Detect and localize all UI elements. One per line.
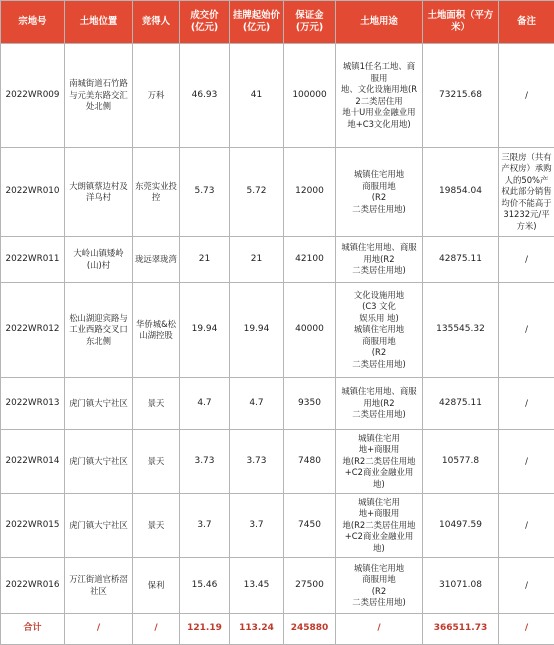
land-use-cell: 城镇住宅用地、商服用地(R2 二类居住用地) [336,378,423,430]
header-note: 备注 [499,1,554,44]
lot-id-cell: 2022WR015 [1,494,65,558]
location-cell: 虎门镇大宁社区 [65,494,133,558]
header-lot-id: 宗地号 [1,1,65,44]
winner-cell: 景天 [133,378,180,430]
area-cell: 19854.04 [423,148,499,237]
start-price-cell: 3.73 [230,430,284,494]
winner-cell: 万科 [133,44,180,148]
note-cell: / [499,237,554,283]
header-start-price: 挂牌起始价 (亿元) [230,1,284,44]
location-cell: 万江街道官桥滘社区 [65,558,133,614]
land-use-cell: 城镇住宅用地 商服用地 (R2 二类居住用地) [336,148,423,237]
header-row [1,1,554,44]
location-cell: 松山湖迎宾路与工业西路交叉口东北侧 [65,283,133,378]
total-note: / [499,614,554,645]
deal-price-cell: 3.7 [180,494,230,558]
table-row [1,430,554,494]
location-cell: 虎门镇大宁社区 [65,378,133,430]
deal-price-cell: 19.94 [180,283,230,378]
table-row [1,494,554,558]
header-location: 土地位置 [65,1,133,44]
location-cell: 南城街道石竹路与元美东路交汇处北侧 [65,44,133,148]
lot-id-cell: 2022WR009 [1,44,65,148]
deal-price-cell: 21 [180,237,230,283]
total-start-price: 113.24 [230,614,284,645]
lot-id-cell: 2022WR013 [1,378,65,430]
total-deal-price: 121.19 [180,614,230,645]
note-cell: / [499,430,554,494]
deposit-cell: 100000 [284,44,336,148]
note-cell: 三限房（共有产权房）承购人的50%产权此部分销售均价不能高于31232元/平方米) [499,148,554,237]
header-deposit: 保证金 (万元) [284,1,336,44]
location-cell: 大朗镇蔡边村及洋乌村 [65,148,133,237]
table-row [1,378,554,430]
start-price-cell: 19.94 [230,283,284,378]
deposit-cell: 9350 [284,378,336,430]
table-row [1,44,554,148]
land-use-cell: 文化设施用地 (C3 文化 娱乐用 地) 城镇住宅用地 商服用地 (R2 二类居住用地) [336,283,423,378]
deposit-cell: 40000 [284,283,336,378]
total-land-use: / [336,614,423,645]
deposit-cell: 12000 [284,148,336,237]
lot-id-cell: 2022WR016 [1,558,65,614]
start-price-cell: 13.45 [230,558,284,614]
total-winner: / [133,614,180,645]
deal-price-cell: 46.93 [180,44,230,148]
deal-price-cell: 5.73 [180,148,230,237]
total-location: / [65,614,133,645]
header-land-use: 土地用途 [336,1,423,44]
deposit-cell: 42100 [284,237,336,283]
winner-cell: 华侨城&松山湖控股 [133,283,180,378]
note-cell: / [499,494,554,558]
area-cell: 10577.8 [423,430,499,494]
deal-price-cell: 15.46 [180,558,230,614]
land-use-cell: 城镇住宅用 地+商服用 地(R2二类居住用地 +C2商业金融业用 地) [336,494,423,558]
note-cell: / [499,558,554,614]
land-use-cell: 城镇住宅用 地+商服用 地(R2二类居住用地 +C2商业金融业用 地) [336,430,423,494]
lot-id-cell: 2022WR014 [1,430,65,494]
area-cell: 42875.11 [423,237,499,283]
lot-id-cell: 2022WR010 [1,148,65,237]
note-cell: / [499,283,554,378]
location-cell: 虎门镇大宁社区 [65,430,133,494]
start-price-cell: 41 [230,44,284,148]
deal-price-cell: 4.7 [180,378,230,430]
table-row [1,558,554,614]
start-price-cell: 5.72 [230,148,284,237]
header-area: 土地面积（平方米） [423,1,499,44]
area-cell: 42875.11 [423,378,499,430]
area-cell: 73215.68 [423,44,499,148]
area-cell: 10497.59 [423,494,499,558]
header-winner: 竞得人 [133,1,180,44]
land-use-cell: 城镇1任名工地、商服用 地、文化设施用地(R2二类居住用 地十U用业金融业用 地+C3文化用地) [336,44,423,148]
location-cell: 大岭山镇矮岭(山)村 [65,237,133,283]
land-use-cell: 城镇住宅用地、商服用地(R2 二类居住用地) [336,237,423,283]
winner-cell: 景天 [133,494,180,558]
total-deposit: 245880 [284,614,336,645]
winner-cell: 景天 [133,430,180,494]
note-cell: / [499,378,554,430]
winner-cell: 珑远翠珑湾 [133,237,180,283]
note-cell: / [499,44,554,148]
table-row [1,237,554,283]
area-cell: 31071.08 [423,558,499,614]
start-price-cell: 4.7 [230,378,284,430]
land-use-cell: 城镇住宅用地 商服用地 (R2 二类居住用地) [336,558,423,614]
table-row [1,148,554,237]
area-cell: 135545.32 [423,283,499,378]
header-deal-price: 成交价 (亿元) [180,1,230,44]
deposit-cell: 7450 [284,494,336,558]
winner-cell: 东莞实业投控 [133,148,180,237]
deposit-cell: 7480 [284,430,336,494]
lot-id-cell: 2022WR011 [1,237,65,283]
deal-price-cell: 3.73 [180,430,230,494]
total-label: 合计 [1,614,65,645]
deposit-cell: 27500 [284,558,336,614]
start-price-cell: 3.7 [230,494,284,558]
start-price-cell: 21 [230,237,284,283]
winner-cell: 保利 [133,558,180,614]
lot-id-cell: 2022WR012 [1,283,65,378]
total-row [1,614,554,645]
table-row [1,283,554,378]
total-area: 366511.73 [423,614,499,645]
